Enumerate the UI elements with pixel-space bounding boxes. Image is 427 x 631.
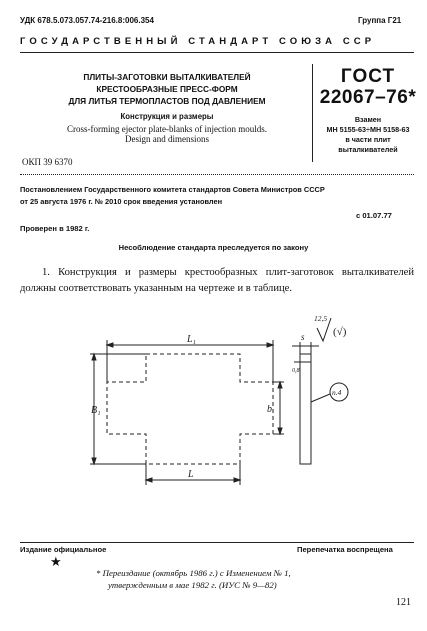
okp-code: ОКП 39 6370 bbox=[22, 157, 73, 167]
gost-number: 22067–76* bbox=[319, 87, 417, 108]
label-chamfer: 0,8 bbox=[292, 368, 300, 374]
gost-word: ГОСТ bbox=[340, 66, 396, 87]
udk-code: УДК 678.5.073.057.74-216.8:006.354 bbox=[20, 16, 154, 25]
decree-date: с 01.07.77 bbox=[356, 211, 392, 220]
star-icon: ★ bbox=[50, 554, 62, 569]
checked-year: Проверен в 1982 г. bbox=[20, 224, 90, 233]
gost-block bbox=[316, 66, 420, 154]
label-l1: L₁ bbox=[187, 334, 197, 345]
page-number: 121 bbox=[396, 597, 411, 608]
official-edition: Издание официальное bbox=[20, 545, 107, 554]
side-view-plate bbox=[300, 354, 311, 464]
english-title-1: Cross-forming ejector plate-blanks of injection moulds. bbox=[67, 124, 267, 134]
reprint-prohibited: Перепечатка воспрещена bbox=[297, 545, 393, 554]
label-l: L bbox=[188, 469, 194, 480]
plate-drawing bbox=[60, 300, 370, 500]
decree-line-1: Постановлением Государственного комитета стандартов Совета Министров СССР bbox=[20, 185, 325, 194]
header-divider bbox=[20, 52, 414, 53]
english-title-2: Design and dimensions bbox=[125, 134, 209, 144]
decree-divider bbox=[20, 174, 414, 175]
replaces-note-2: выталкивателей bbox=[338, 145, 398, 154]
roughness-value: 12,5 bbox=[314, 314, 328, 323]
replaces-value: МН 5155-63÷МН 5158-63 bbox=[326, 125, 410, 134]
roughness-bracket: (√) bbox=[333, 326, 347, 338]
subtitle: Конструкция и размеры bbox=[120, 112, 214, 121]
title-line-3: ДЛЯ ЛИТЬЯ ТЕРМОПЛАСТОВ ПОД ДАВЛЕНИЕМ bbox=[68, 96, 266, 106]
group-code: Группа Г21 bbox=[358, 16, 402, 25]
body-paragraph: 1. Конструкция и размеры крестообразных плит-заготовок выталкивателей должны соответствовать указанным на чертеже и в таблице. bbox=[20, 267, 414, 294]
state-standard-heading: ГОСУДАРСТВЕННЫЙ СТАНДАРТ СОЮЗА ССР bbox=[20, 36, 376, 47]
callout-label: n.4 bbox=[332, 388, 342, 397]
cross-plate-outline bbox=[107, 354, 273, 464]
title-block bbox=[22, 72, 312, 144]
footnote-line-2: утвержденным в мае 1982 г. (ИУС № 9—82) bbox=[108, 580, 277, 590]
title-line-2: КРЕСТООБРАЗНЫЕ ПРЕСС-ФОРМ bbox=[96, 84, 238, 94]
decree-line-2: от 25 августа 1976 г. № 2010 срок введения установлен bbox=[20, 197, 223, 206]
title-line-1: ПЛИТЫ-ЗАГОТОВКИ ВЫТАЛКИВАТЕЛЕЙ bbox=[83, 72, 251, 82]
label-s: s bbox=[301, 332, 305, 342]
law-warning: Несоблюдение стандарта преследуется по закону bbox=[118, 243, 309, 252]
footnote-line-1: * Переиздание (октябрь 1986 г.) с Изменением № 1, bbox=[96, 568, 291, 578]
footer-divider bbox=[20, 542, 414, 543]
replaces-label: Взамен bbox=[354, 115, 382, 124]
label-b: b bbox=[267, 404, 272, 415]
replaces-note-1: в части плит bbox=[345, 135, 391, 144]
title-vertical-divider bbox=[312, 64, 313, 162]
label-b1: B₁ bbox=[91, 405, 101, 416]
